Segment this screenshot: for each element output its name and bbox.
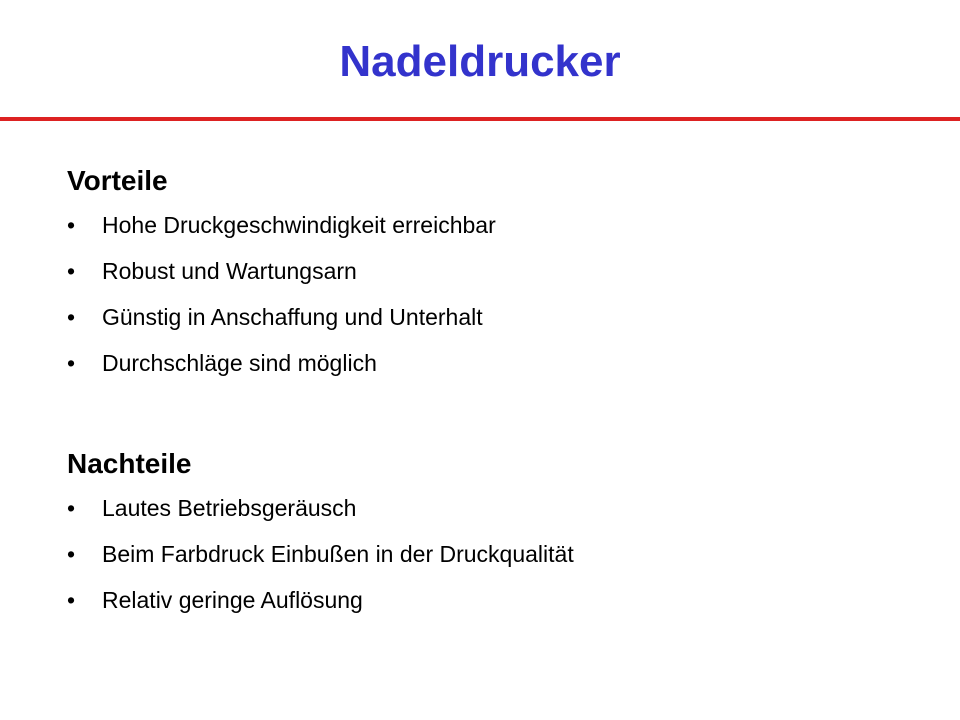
list-item xyxy=(67,540,927,568)
bullet-list xyxy=(67,211,927,377)
list-item xyxy=(67,257,927,285)
section-nachteile xyxy=(67,446,927,632)
list-item-text: Relativ geringe Auflösung xyxy=(102,587,363,613)
list-item-text: Durchschläge sind möglich xyxy=(102,350,377,376)
list-item-text: Günstig in Anschaffung und Unterhalt xyxy=(102,304,483,330)
list-item-text: Hohe Druckgeschwindigkeit erreichbar xyxy=(102,212,496,238)
bullet-list xyxy=(67,494,927,614)
bullet-icon: • xyxy=(67,350,76,376)
bullet-icon: • xyxy=(67,495,76,521)
title-divider xyxy=(0,117,960,121)
bullet-icon: • xyxy=(67,304,76,330)
section-vorteile xyxy=(67,163,927,395)
list-item-text: Beim Farbdruck Einbußen in der Druckqualität xyxy=(102,541,574,567)
list-item-text: Robust und Wartungsarn xyxy=(102,258,357,284)
list-item xyxy=(67,211,927,239)
list-item xyxy=(67,494,927,522)
slide-title: Nadeldrucker xyxy=(339,37,621,86)
section-heading: Vorteile xyxy=(67,165,168,196)
list-item xyxy=(67,586,927,614)
section-heading: Nachteile xyxy=(67,448,192,479)
list-item xyxy=(67,303,927,331)
list-item xyxy=(67,349,927,377)
bullet-icon: • xyxy=(67,587,76,613)
bullet-icon: • xyxy=(67,541,76,567)
bullet-icon: • xyxy=(67,212,76,238)
bullet-icon: • xyxy=(67,258,76,284)
list-item-text: Lautes Betriebsgeräusch xyxy=(102,495,357,521)
